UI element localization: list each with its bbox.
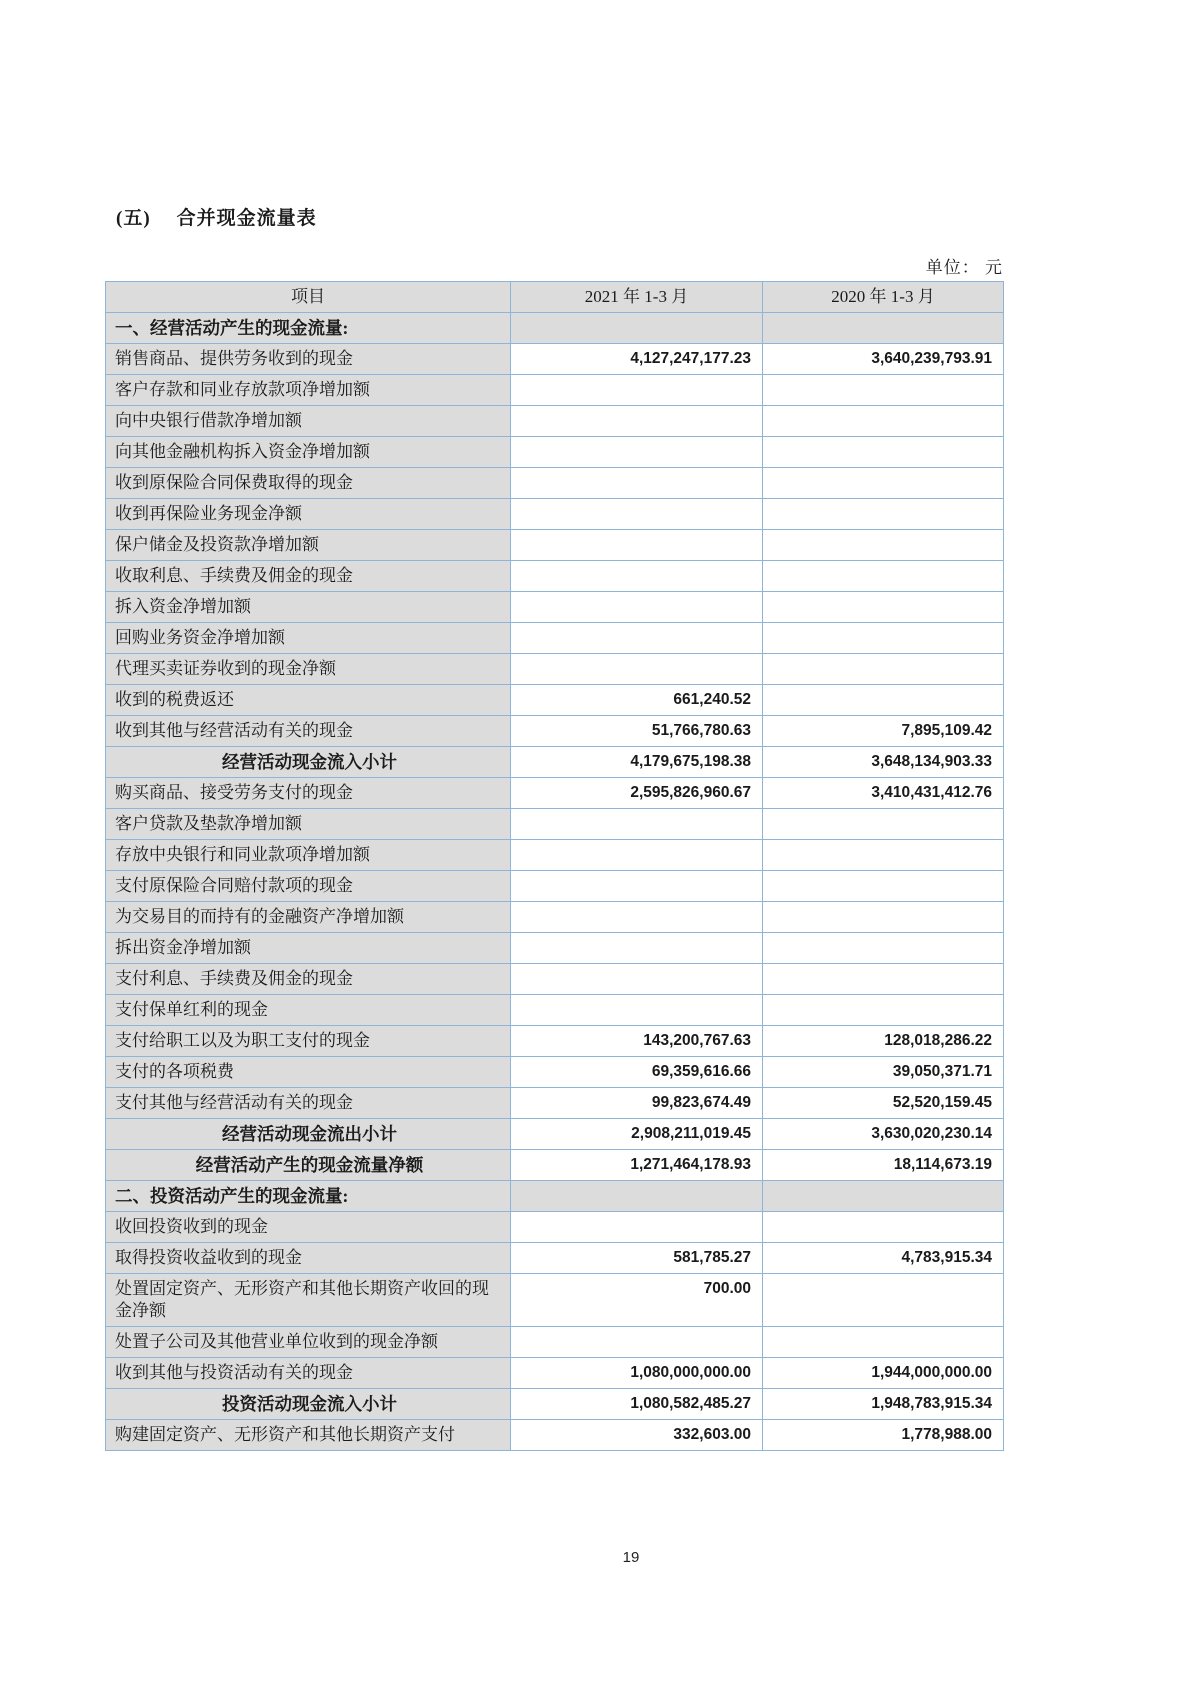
value-2021: 332,603.00 xyxy=(511,1420,763,1451)
value-2020: 1,944,000,000.00 xyxy=(763,1358,1004,1389)
value-2020 xyxy=(763,654,1004,685)
table-row xyxy=(106,1212,1004,1243)
row-label: 经营活动现金流入小计 xyxy=(106,747,511,778)
value-2021 xyxy=(511,623,763,654)
value-2021: 1,080,582,485.27 xyxy=(511,1389,763,1420)
value-2020 xyxy=(763,964,1004,995)
page-title-prefix: (五) xyxy=(116,208,151,229)
value-2021: 99,823,674.49 xyxy=(511,1088,763,1119)
value-2021: 700.00 xyxy=(511,1274,763,1327)
row-label: 取得投资收益收到的现金 xyxy=(106,1243,511,1274)
row-label: 处置固定资产、无形资产和其他长期资产收回的现金净额 xyxy=(106,1274,511,1327)
row-label: 购买商品、接受劳务支付的现金 xyxy=(106,778,511,809)
table-row xyxy=(106,561,1004,592)
row-label: 为交易目的而持有的金融资产净增加额 xyxy=(106,902,511,933)
row-label: 向其他金融机构拆入资金净增加额 xyxy=(106,437,511,468)
value-2020 xyxy=(763,1327,1004,1358)
value-2020: 7,895,109.42 xyxy=(763,716,1004,747)
row-label: 处置子公司及其他营业单位收到的现金净额 xyxy=(106,1327,511,1358)
table-row xyxy=(106,747,1004,778)
table-row xyxy=(106,530,1004,561)
table-row xyxy=(106,499,1004,530)
value-2020 xyxy=(763,437,1004,468)
value-2021 xyxy=(511,530,763,561)
table-row xyxy=(106,592,1004,623)
row-label: 二、投资活动产生的现金流量: xyxy=(106,1181,511,1212)
table-row xyxy=(106,1420,1004,1451)
row-label: 支付原保险合同赔付款项的现金 xyxy=(106,871,511,902)
value-2020: 4,783,915.34 xyxy=(763,1243,1004,1274)
table-row xyxy=(106,1026,1004,1057)
value-2021 xyxy=(511,1212,763,1243)
row-label: 收到原保险合同保费取得的现金 xyxy=(106,468,511,499)
table-row xyxy=(106,437,1004,468)
value-2021 xyxy=(511,964,763,995)
value-2021: 69,359,616.66 xyxy=(511,1057,763,1088)
value-2020: 52,520,159.45 xyxy=(763,1088,1004,1119)
table-row xyxy=(106,313,1004,344)
header-cell-2021: 2021 年 1-3 月 xyxy=(511,282,763,313)
value-2020 xyxy=(763,995,1004,1026)
value-2021 xyxy=(511,1327,763,1358)
value-2020 xyxy=(763,1212,1004,1243)
value-2020: 1,948,783,915.34 xyxy=(763,1389,1004,1420)
row-label: 保户储金及投资款净增加额 xyxy=(106,530,511,561)
value-2021: 4,127,247,177.23 xyxy=(511,344,763,375)
table-row xyxy=(106,1389,1004,1420)
value-2020 xyxy=(763,1181,1004,1212)
value-2021 xyxy=(511,592,763,623)
table-row xyxy=(106,933,1004,964)
value-2021: 2,908,211,019.45 xyxy=(511,1119,763,1150)
page-number: 19 xyxy=(622,1549,640,1566)
value-2020: 3,648,134,903.33 xyxy=(763,747,1004,778)
table-row xyxy=(106,902,1004,933)
table-row xyxy=(106,1358,1004,1389)
row-label: 支付给职工以及为职工支付的现金 xyxy=(106,1026,511,1057)
value-2021 xyxy=(511,933,763,964)
row-label: 收回投资收到的现金 xyxy=(106,1212,511,1243)
value-2021 xyxy=(511,468,763,499)
row-label: 收取利息、手续费及佣金的现金 xyxy=(106,561,511,592)
row-label: 向中央银行借款净增加额 xyxy=(106,406,511,437)
row-label: 收到的税费返还 xyxy=(106,685,511,716)
table-row xyxy=(106,344,1004,375)
table-row xyxy=(106,1243,1004,1274)
value-2021 xyxy=(511,375,763,406)
value-2021 xyxy=(511,902,763,933)
table-row xyxy=(106,654,1004,685)
value-2020: 128,018,286.22 xyxy=(763,1026,1004,1057)
table-row xyxy=(106,1088,1004,1119)
row-label: 支付保单红利的现金 xyxy=(106,995,511,1026)
value-2021 xyxy=(511,871,763,902)
value-2020: 18,114,673.19 xyxy=(763,1150,1004,1181)
table-row xyxy=(106,995,1004,1026)
value-2020 xyxy=(763,499,1004,530)
value-2021: 4,179,675,198.38 xyxy=(511,747,763,778)
value-2021: 51,766,780.63 xyxy=(511,716,763,747)
value-2020 xyxy=(763,406,1004,437)
value-2021 xyxy=(511,499,763,530)
value-2020: 3,410,431,412.76 xyxy=(763,778,1004,809)
value-2021: 143,200,767.63 xyxy=(511,1026,763,1057)
table-row xyxy=(106,468,1004,499)
table-row xyxy=(106,1327,1004,1358)
table-body xyxy=(106,313,1004,1451)
row-label: 支付利息、手续费及佣金的现金 xyxy=(106,964,511,995)
value-2020 xyxy=(763,1274,1004,1327)
header-cell-2020: 2020 年 1-3 月 xyxy=(763,282,1004,313)
table-row xyxy=(106,685,1004,716)
value-2020: 1,778,988.00 xyxy=(763,1420,1004,1451)
value-2020 xyxy=(763,871,1004,902)
table-row xyxy=(106,1274,1004,1327)
value-2021 xyxy=(511,995,763,1026)
row-label: 客户贷款及垫款净增加额 xyxy=(106,809,511,840)
value-2020 xyxy=(763,530,1004,561)
row-label: 销售商品、提供劳务收到的现金 xyxy=(106,344,511,375)
row-label: 客户存款和同业存放款项净增加额 xyxy=(106,375,511,406)
value-2020 xyxy=(763,592,1004,623)
value-2020: 3,630,020,230.14 xyxy=(763,1119,1004,1150)
value-2020 xyxy=(763,313,1004,344)
row-label: 支付其他与经营活动有关的现金 xyxy=(106,1088,511,1119)
value-2021: 1,271,464,178.93 xyxy=(511,1150,763,1181)
value-2020 xyxy=(763,840,1004,871)
row-label: 收到其他与投资活动有关的现金 xyxy=(106,1358,511,1389)
value-2020 xyxy=(763,468,1004,499)
value-2020 xyxy=(763,809,1004,840)
row-label: 支付的各项税费 xyxy=(106,1057,511,1088)
value-2021 xyxy=(511,437,763,468)
value-2021: 2,595,826,960.67 xyxy=(511,778,763,809)
row-label: 拆入资金净增加额 xyxy=(106,592,511,623)
value-2020: 39,050,371.71 xyxy=(763,1057,1004,1088)
table-row xyxy=(106,964,1004,995)
table-row xyxy=(106,1181,1004,1212)
table-row xyxy=(106,1150,1004,1181)
value-2020 xyxy=(763,623,1004,654)
value-2021 xyxy=(511,561,763,592)
cash-flow-table-wrap xyxy=(105,281,1005,1451)
row-label: 回购业务资金净增加额 xyxy=(106,623,511,654)
table-row xyxy=(106,1057,1004,1088)
value-2020 xyxy=(763,561,1004,592)
table-header-row xyxy=(106,282,1004,313)
table-row xyxy=(106,809,1004,840)
row-label: 购建固定资产、无形资产和其他长期资产支付 xyxy=(106,1420,511,1451)
row-label: 一、经营活动产生的现金流量: xyxy=(106,313,511,344)
row-label: 收到再保险业务现金净额 xyxy=(106,499,511,530)
value-2020 xyxy=(763,902,1004,933)
value-2021: 1,080,000,000.00 xyxy=(511,1358,763,1389)
unit-label: 单位： 元 xyxy=(925,258,1003,277)
row-label: 收到其他与经营活动有关的现金 xyxy=(106,716,511,747)
table-row xyxy=(106,1119,1004,1150)
value-2020: 3,640,239,793.91 xyxy=(763,344,1004,375)
row-label: 投资活动现金流入小计 xyxy=(106,1389,511,1420)
row-label: 拆出资金净增加额 xyxy=(106,933,511,964)
row-label: 经营活动产生的现金流量净额 xyxy=(106,1150,511,1181)
page-title-text: 合并现金流量表 xyxy=(176,208,317,229)
value-2020 xyxy=(763,685,1004,716)
row-label: 代理买卖证券收到的现金净额 xyxy=(106,654,511,685)
value-2021 xyxy=(511,654,763,685)
page-title xyxy=(116,203,317,230)
value-2021 xyxy=(511,1181,763,1212)
value-2021 xyxy=(511,809,763,840)
table-row xyxy=(106,716,1004,747)
value-2021 xyxy=(511,313,763,344)
value-2021 xyxy=(511,406,763,437)
value-2021 xyxy=(511,840,763,871)
cash-flow-table xyxy=(105,281,1004,1451)
value-2021: 661,240.52 xyxy=(511,685,763,716)
value-2021: 581,785.27 xyxy=(511,1243,763,1274)
table-row xyxy=(106,375,1004,406)
table-row xyxy=(106,778,1004,809)
table-row xyxy=(106,406,1004,437)
row-label: 存放中央银行和同业款项净增加额 xyxy=(106,840,511,871)
table-row xyxy=(106,840,1004,871)
value-2020 xyxy=(763,375,1004,406)
header-cell-item: 项目 xyxy=(106,282,511,313)
table-row xyxy=(106,623,1004,654)
table-row xyxy=(106,871,1004,902)
value-2020 xyxy=(763,933,1004,964)
row-label: 经营活动现金流出小计 xyxy=(106,1119,511,1150)
